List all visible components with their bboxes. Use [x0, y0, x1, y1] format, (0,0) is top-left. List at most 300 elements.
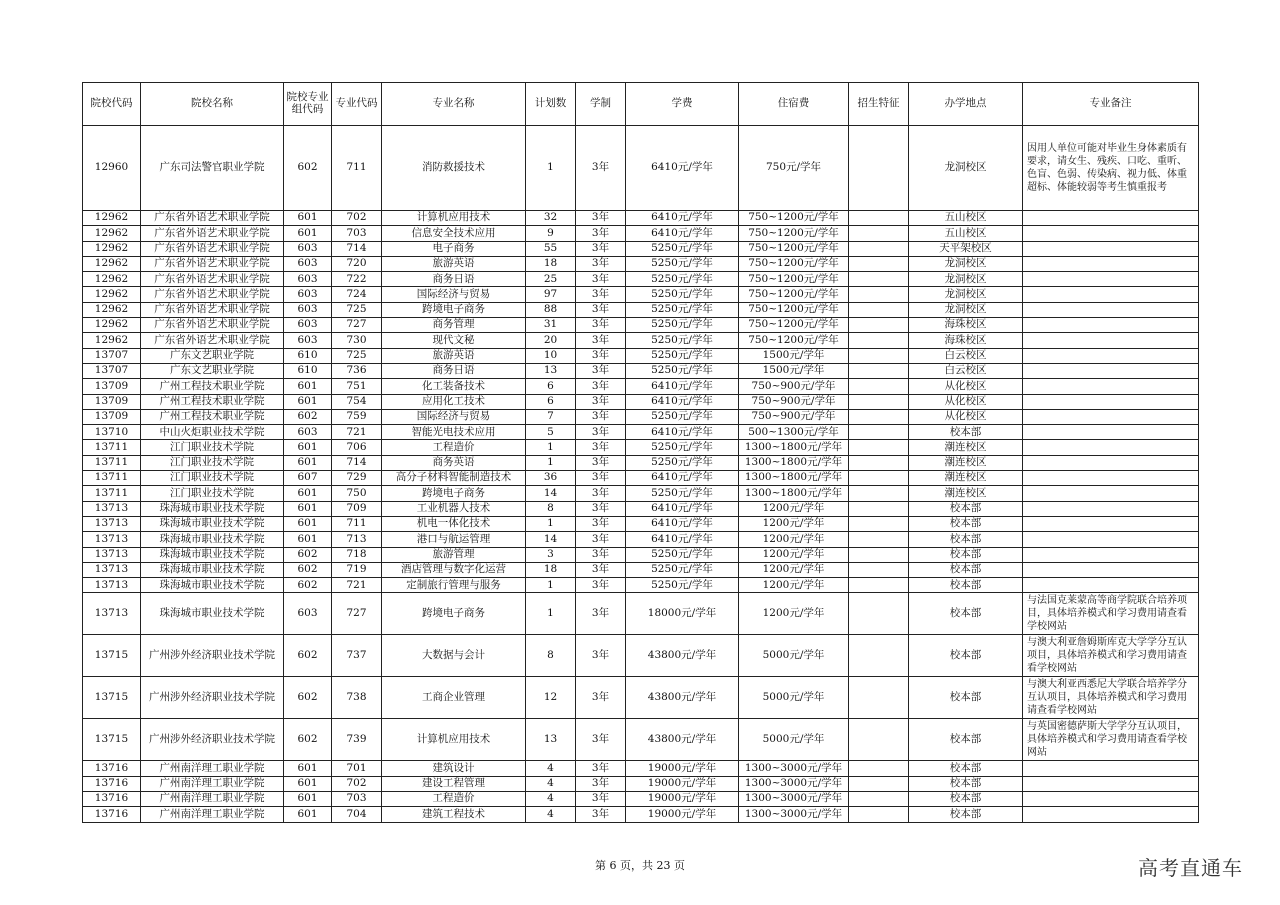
cell-tuition: 5250元/学年 — [626, 333, 739, 348]
cell-school-code: 13715 — [83, 677, 141, 719]
cell-duration: 3年 — [576, 761, 626, 776]
cell-accommodation: 1300~1800元/学年 — [739, 486, 849, 501]
cell-plan-count: 36 — [526, 471, 576, 486]
cell-plan-count: 7 — [526, 409, 576, 424]
cell-school-name: 广州工程技术职业学院 — [141, 409, 284, 424]
table-row — [83, 425, 1199, 440]
cell-enrollment-feature — [849, 241, 909, 256]
cell-major-name: 电子商务 — [382, 241, 526, 256]
cell-campus: 校本部 — [909, 593, 1023, 635]
cell-major-name: 国际经济与贸易 — [382, 409, 526, 424]
cell-school-code: 13711 — [83, 455, 141, 470]
cell-plan-count: 32 — [526, 211, 576, 226]
cell-tuition: 43800元/学年 — [626, 635, 739, 677]
cell-campus: 白云校区 — [909, 363, 1023, 378]
cell-remarks — [1023, 807, 1199, 822]
cell-tuition: 5250元/学年 — [626, 348, 739, 363]
cell-plan-count: 3 — [526, 547, 576, 562]
cell-accommodation: 750~1200元/学年 — [739, 318, 849, 333]
cell-group-code: 601 — [284, 761, 332, 776]
cell-school-name: 江门职业技术学院 — [141, 440, 284, 455]
cell-school-name: 珠海城市职业技术学院 — [141, 547, 284, 562]
cell-group-code: 601 — [284, 792, 332, 807]
cell-accommodation: 1200元/学年 — [739, 501, 849, 516]
cell-school-name: 珠海城市职业技术学院 — [141, 593, 284, 635]
cell-enrollment-feature — [849, 256, 909, 271]
cell-major-name: 计算机应用技术 — [382, 719, 526, 761]
cell-major-code: 750 — [332, 486, 382, 501]
cell-plan-count: 1 — [526, 440, 576, 455]
cell-remarks — [1023, 776, 1199, 791]
cell-group-code: 610 — [284, 363, 332, 378]
cell-enrollment-feature — [849, 486, 909, 501]
table-row — [83, 379, 1199, 394]
cell-enrollment-feature — [849, 501, 909, 516]
cell-duration: 3年 — [576, 333, 626, 348]
cell-major-code: 706 — [332, 440, 382, 455]
cell-major-code: 722 — [332, 272, 382, 287]
cell-school-code: 13709 — [83, 394, 141, 409]
header-tuition: 学费 — [626, 83, 739, 126]
cell-enrollment-feature — [849, 471, 909, 486]
cell-accommodation: 750~1200元/学年 — [739, 256, 849, 271]
cell-group-code: 602 — [284, 578, 332, 593]
cell-campus: 校本部 — [909, 807, 1023, 822]
cell-tuition: 6410元/学年 — [626, 501, 739, 516]
cell-tuition: 6410元/学年 — [626, 394, 739, 409]
cell-group-code: 601 — [284, 226, 332, 241]
cell-tuition: 6410元/学年 — [626, 226, 739, 241]
cell-campus: 五山校区 — [909, 211, 1023, 226]
cell-tuition: 5250元/学年 — [626, 578, 739, 593]
header-major-name: 专业名称 — [382, 83, 526, 126]
cell-major-code: 727 — [332, 318, 382, 333]
cell-duration: 3年 — [576, 776, 626, 791]
cell-school-name: 广东省外语艺术职业学院 — [141, 333, 284, 348]
cell-school-name: 广东省外语艺术职业学院 — [141, 241, 284, 256]
cell-enrollment-feature — [849, 455, 909, 470]
cell-accommodation: 1300~3000元/学年 — [739, 807, 849, 822]
cell-duration: 3年 — [576, 318, 626, 333]
cell-remarks — [1023, 409, 1199, 424]
cell-major-code: 759 — [332, 409, 382, 424]
cell-duration: 3年 — [576, 719, 626, 761]
table-row — [83, 635, 1199, 677]
table-row — [83, 287, 1199, 302]
cell-duration: 3年 — [576, 578, 626, 593]
cell-duration: 3年 — [576, 547, 626, 562]
cell-accommodation: 1300~3000元/学年 — [739, 776, 849, 791]
cell-school-code: 13713 — [83, 578, 141, 593]
cell-school-name: 广东省外语艺术职业学院 — [141, 302, 284, 317]
cell-accommodation: 1200元/学年 — [739, 578, 849, 593]
cell-tuition: 5250元/学年 — [626, 256, 739, 271]
cell-remarks — [1023, 287, 1199, 302]
cell-major-code: 714 — [332, 241, 382, 256]
cell-tuition: 5250元/学年 — [626, 287, 739, 302]
cell-duration: 3年 — [576, 256, 626, 271]
cell-enrollment-feature — [849, 562, 909, 577]
cell-school-name: 江门职业技术学院 — [141, 471, 284, 486]
cell-enrollment-feature — [849, 440, 909, 455]
cell-remarks — [1023, 516, 1199, 531]
cell-duration: 3年 — [576, 635, 626, 677]
cell-remarks — [1023, 486, 1199, 501]
cell-school-name: 广州工程技术职业学院 — [141, 379, 284, 394]
cell-plan-count: 88 — [526, 302, 576, 317]
cell-duration: 3年 — [576, 272, 626, 287]
cell-accommodation: 1300~3000元/学年 — [739, 792, 849, 807]
cell-school-code: 13709 — [83, 409, 141, 424]
cell-group-code: 601 — [284, 455, 332, 470]
cell-major-name: 国际经济与贸易 — [382, 287, 526, 302]
cell-school-code: 12962 — [83, 256, 141, 271]
cell-major-code: 730 — [332, 333, 382, 348]
cell-major-name: 旅游英语 — [382, 256, 526, 271]
cell-accommodation: 5000元/学年 — [739, 635, 849, 677]
table-row — [83, 241, 1199, 256]
cell-school-code: 13716 — [83, 807, 141, 822]
cell-major-name: 商务管理 — [382, 318, 526, 333]
cell-enrollment-feature — [849, 287, 909, 302]
cell-enrollment-feature — [849, 761, 909, 776]
table-row — [83, 776, 1199, 791]
cell-plan-count: 13 — [526, 363, 576, 378]
cell-accommodation: 1200元/学年 — [739, 547, 849, 562]
cell-group-code: 603 — [284, 256, 332, 271]
cell-group-code: 603 — [284, 318, 332, 333]
cell-plan-count: 20 — [526, 333, 576, 348]
cell-tuition: 19000元/学年 — [626, 776, 739, 791]
cell-campus: 潮连校区 — [909, 455, 1023, 470]
watermark: 高考直通车 — [1138, 856, 1243, 880]
cell-enrollment-feature — [849, 635, 909, 677]
cell-tuition: 5250元/学年 — [626, 486, 739, 501]
cell-school-name: 江门职业技术学院 — [141, 486, 284, 501]
cell-plan-count: 4 — [526, 792, 576, 807]
cell-plan-count: 8 — [526, 501, 576, 516]
cell-enrollment-feature — [849, 333, 909, 348]
table-row — [83, 532, 1199, 547]
cell-accommodation: 750~900元/学年 — [739, 409, 849, 424]
header-group-code: 院校专业组代码 — [284, 83, 332, 126]
cell-school-code: 13716 — [83, 776, 141, 791]
cell-remarks: 因用人单位可能对毕业生身体素质有要求，请女生、残疾、口吃、重听、色盲、色弱、传染病、视力低、体重超标、体能较弱等考生慎重报考 — [1023, 126, 1199, 211]
cell-campus: 海珠校区 — [909, 333, 1023, 348]
cell-plan-count: 6 — [526, 394, 576, 409]
cell-major-name: 跨境电子商务 — [382, 593, 526, 635]
cell-school-code: 12962 — [83, 226, 141, 241]
cell-plan-count: 25 — [526, 272, 576, 287]
table-row — [83, 348, 1199, 363]
cell-group-code: 602 — [284, 677, 332, 719]
table-row — [83, 471, 1199, 486]
cell-tuition: 6410元/学年 — [626, 471, 739, 486]
cell-major-code: 703 — [332, 226, 382, 241]
cell-remarks: 与英国密德萨斯大学学分互认项目，具体培养模式和学习费用请查看学校网站 — [1023, 719, 1199, 761]
cell-enrollment-feature — [849, 677, 909, 719]
cell-major-name: 旅游英语 — [382, 348, 526, 363]
cell-plan-count: 5 — [526, 425, 576, 440]
cell-group-code: 603 — [284, 425, 332, 440]
cell-remarks — [1023, 272, 1199, 287]
cell-campus: 校本部 — [909, 635, 1023, 677]
cell-group-code: 601 — [284, 486, 332, 501]
cell-tuition: 18000元/学年 — [626, 593, 739, 635]
cell-major-code: 729 — [332, 471, 382, 486]
cell-tuition: 6410元/学年 — [626, 516, 739, 531]
cell-major-code: 714 — [332, 455, 382, 470]
cell-duration: 3年 — [576, 516, 626, 531]
cell-accommodation: 750~900元/学年 — [739, 379, 849, 394]
table-row — [83, 318, 1199, 333]
cell-major-name: 建筑设计 — [382, 761, 526, 776]
cell-campus: 龙洞校区 — [909, 272, 1023, 287]
cell-major-name: 工程造价 — [382, 440, 526, 455]
cell-school-name: 江门职业技术学院 — [141, 455, 284, 470]
cell-campus: 校本部 — [909, 776, 1023, 791]
cell-accommodation: 750~1200元/学年 — [739, 333, 849, 348]
cell-group-code: 610 — [284, 348, 332, 363]
cell-group-code: 601 — [284, 807, 332, 822]
cell-enrollment-feature — [849, 302, 909, 317]
cell-remarks — [1023, 256, 1199, 271]
cell-group-code: 602 — [284, 409, 332, 424]
cell-school-code: 13713 — [83, 501, 141, 516]
cell-accommodation: 750~1200元/学年 — [739, 287, 849, 302]
cell-tuition: 5250元/学年 — [626, 318, 739, 333]
cell-school-name: 珠海城市职业技术学院 — [141, 516, 284, 531]
cell-major-name: 消防救援技术 — [382, 126, 526, 211]
cell-school-name: 广州涉外经济职业技术学院 — [141, 677, 284, 719]
cell-campus: 龙洞校区 — [909, 126, 1023, 211]
cell-plan-count: 18 — [526, 562, 576, 577]
cell-plan-count: 13 — [526, 719, 576, 761]
cell-remarks — [1023, 547, 1199, 562]
cell-campus: 天平架校区 — [909, 241, 1023, 256]
cell-remarks — [1023, 394, 1199, 409]
cell-enrollment-feature — [849, 409, 909, 424]
cell-major-name: 应用化工技术 — [382, 394, 526, 409]
cell-enrollment-feature — [849, 272, 909, 287]
cell-campus: 校本部 — [909, 425, 1023, 440]
cell-school-name: 广东文艺职业学院 — [141, 363, 284, 378]
cell-group-code: 603 — [284, 302, 332, 317]
cell-campus: 龙洞校区 — [909, 287, 1023, 302]
cell-major-name: 智能光电技术应用 — [382, 425, 526, 440]
cell-campus: 校本部 — [909, 562, 1023, 577]
cell-accommodation: 750~900元/学年 — [739, 394, 849, 409]
cell-enrollment-feature — [849, 379, 909, 394]
cell-plan-count: 8 — [526, 635, 576, 677]
table-row — [83, 593, 1199, 635]
cell-enrollment-feature — [849, 807, 909, 822]
cell-tuition: 6410元/学年 — [626, 211, 739, 226]
cell-major-code: 713 — [332, 532, 382, 547]
cell-accommodation: 750~1200元/学年 — [739, 211, 849, 226]
header-accommodation: 住宿费 — [739, 83, 849, 126]
cell-remarks — [1023, 792, 1199, 807]
cell-enrollment-feature — [849, 593, 909, 635]
cell-major-code: 725 — [332, 302, 382, 317]
table-row — [83, 516, 1199, 531]
cell-major-code: 711 — [332, 516, 382, 531]
table-row — [83, 333, 1199, 348]
cell-plan-count: 1 — [526, 578, 576, 593]
table-row — [83, 226, 1199, 241]
cell-school-code: 13713 — [83, 547, 141, 562]
cell-duration: 3年 — [576, 486, 626, 501]
cell-tuition: 5250元/学年 — [626, 302, 739, 317]
cell-major-code: 702 — [332, 776, 382, 791]
cell-duration: 3年 — [576, 455, 626, 470]
cell-major-name: 跨境电子商务 — [382, 302, 526, 317]
cell-duration: 3年 — [576, 363, 626, 378]
cell-enrollment-feature — [849, 425, 909, 440]
cell-group-code: 601 — [284, 501, 332, 516]
cell-school-name: 广州南洋理工职业学院 — [141, 761, 284, 776]
cell-campus: 校本部 — [909, 761, 1023, 776]
cell-major-name: 信息安全技术应用 — [382, 226, 526, 241]
cell-school-name: 珠海城市职业技术学院 — [141, 532, 284, 547]
cell-major-code: 721 — [332, 425, 382, 440]
cell-school-name: 珠海城市职业技术学院 — [141, 578, 284, 593]
cell-major-name: 跨境电子商务 — [382, 486, 526, 501]
cell-tuition: 6410元/学年 — [626, 532, 739, 547]
header-duration: 学制 — [576, 83, 626, 126]
cell-enrollment-feature — [849, 792, 909, 807]
cell-major-code: 737 — [332, 635, 382, 677]
cell-major-code: 703 — [332, 792, 382, 807]
cell-tuition: 5250元/学年 — [626, 455, 739, 470]
cell-school-code: 13716 — [83, 792, 141, 807]
admission-plan-table — [82, 82, 1199, 823]
cell-duration: 3年 — [576, 409, 626, 424]
cell-school-name: 广东省外语艺术职业学院 — [141, 287, 284, 302]
page-number: 第 6 页，共 23 页 — [595, 859, 685, 872]
cell-campus: 校本部 — [909, 547, 1023, 562]
table-row — [83, 272, 1199, 287]
cell-school-name: 珠海城市职业技术学院 — [141, 501, 284, 516]
cell-remarks — [1023, 226, 1199, 241]
cell-school-code: 12962 — [83, 318, 141, 333]
cell-accommodation: 1300~3000元/学年 — [739, 761, 849, 776]
table-row — [83, 302, 1199, 317]
cell-remarks — [1023, 348, 1199, 363]
table-row — [83, 211, 1199, 226]
cell-duration: 3年 — [576, 241, 626, 256]
cell-group-code: 601 — [284, 440, 332, 455]
table-row — [83, 440, 1199, 455]
cell-school-code: 13715 — [83, 635, 141, 677]
cell-major-name: 计算机应用技术 — [382, 211, 526, 226]
table-row — [83, 547, 1199, 562]
cell-plan-count: 1 — [526, 593, 576, 635]
cell-enrollment-feature — [849, 578, 909, 593]
cell-group-code: 601 — [284, 379, 332, 394]
cell-remarks — [1023, 532, 1199, 547]
cell-campus: 从化校区 — [909, 394, 1023, 409]
cell-school-code: 13715 — [83, 719, 141, 761]
cell-major-name: 港口与航运管理 — [382, 532, 526, 547]
cell-school-code: 12962 — [83, 211, 141, 226]
cell-major-name: 商务日语 — [382, 363, 526, 378]
cell-campus: 从化校区 — [909, 409, 1023, 424]
cell-campus: 校本部 — [909, 516, 1023, 531]
cell-group-code: 601 — [284, 776, 332, 791]
cell-campus: 潮连校区 — [909, 471, 1023, 486]
cell-accommodation: 1300~1800元/学年 — [739, 440, 849, 455]
cell-school-name: 广东省外语艺术职业学院 — [141, 318, 284, 333]
cell-school-name: 中山火炬职业技术学院 — [141, 425, 284, 440]
cell-duration: 3年 — [576, 425, 626, 440]
cell-school-code: 13716 — [83, 761, 141, 776]
cell-accommodation: 750~1200元/学年 — [739, 272, 849, 287]
cell-major-code: 702 — [332, 211, 382, 226]
table-row — [83, 363, 1199, 378]
cell-major-name: 建筑工程技术 — [382, 807, 526, 822]
cell-enrollment-feature — [849, 532, 909, 547]
cell-accommodation: 1200元/学年 — [739, 593, 849, 635]
cell-school-code: 12962 — [83, 272, 141, 287]
table-row — [83, 677, 1199, 719]
cell-remarks — [1023, 562, 1199, 577]
cell-remarks — [1023, 471, 1199, 486]
cell-duration: 3年 — [576, 379, 626, 394]
cell-enrollment-feature — [849, 226, 909, 241]
cell-accommodation: 750~1200元/学年 — [739, 241, 849, 256]
cell-plan-count: 4 — [526, 807, 576, 822]
cell-tuition: 19000元/学年 — [626, 807, 739, 822]
cell-major-code: 738 — [332, 677, 382, 719]
cell-tuition: 43800元/学年 — [626, 677, 739, 719]
cell-plan-count: 55 — [526, 241, 576, 256]
cell-enrollment-feature — [849, 776, 909, 791]
cell-campus: 校本部 — [909, 719, 1023, 761]
cell-tuition: 5250元/学年 — [626, 409, 739, 424]
cell-major-name: 定制旅行管理与服务 — [382, 578, 526, 593]
cell-group-code: 603 — [284, 593, 332, 635]
cell-school-name: 广州南洋理工职业学院 — [141, 807, 284, 822]
cell-duration: 3年 — [576, 562, 626, 577]
cell-plan-count: 1 — [526, 455, 576, 470]
cell-major-name: 商务英语 — [382, 455, 526, 470]
cell-school-code: 13709 — [83, 379, 141, 394]
cell-accommodation: 1200元/学年 — [739, 532, 849, 547]
cell-school-code: 12960 — [83, 126, 141, 211]
cell-group-code: 602 — [284, 562, 332, 577]
table-header-row — [83, 83, 1199, 126]
cell-plan-count: 97 — [526, 287, 576, 302]
cell-accommodation: 5000元/学年 — [739, 719, 849, 761]
cell-school-code: 13707 — [83, 363, 141, 378]
table-row — [83, 807, 1199, 822]
cell-school-code: 13713 — [83, 562, 141, 577]
cell-major-code: 718 — [332, 547, 382, 562]
cell-tuition: 19000元/学年 — [626, 792, 739, 807]
cell-major-name: 工商企业管理 — [382, 677, 526, 719]
cell-remarks — [1023, 318, 1199, 333]
cell-duration: 3年 — [576, 471, 626, 486]
cell-school-code: 12962 — [83, 302, 141, 317]
cell-accommodation: 750~1200元/学年 — [739, 302, 849, 317]
cell-major-code: 751 — [332, 379, 382, 394]
cell-major-code: 739 — [332, 719, 382, 761]
cell-group-code: 603 — [284, 333, 332, 348]
table-row — [83, 126, 1199, 211]
cell-enrollment-feature — [849, 719, 909, 761]
cell-plan-count: 18 — [526, 256, 576, 271]
